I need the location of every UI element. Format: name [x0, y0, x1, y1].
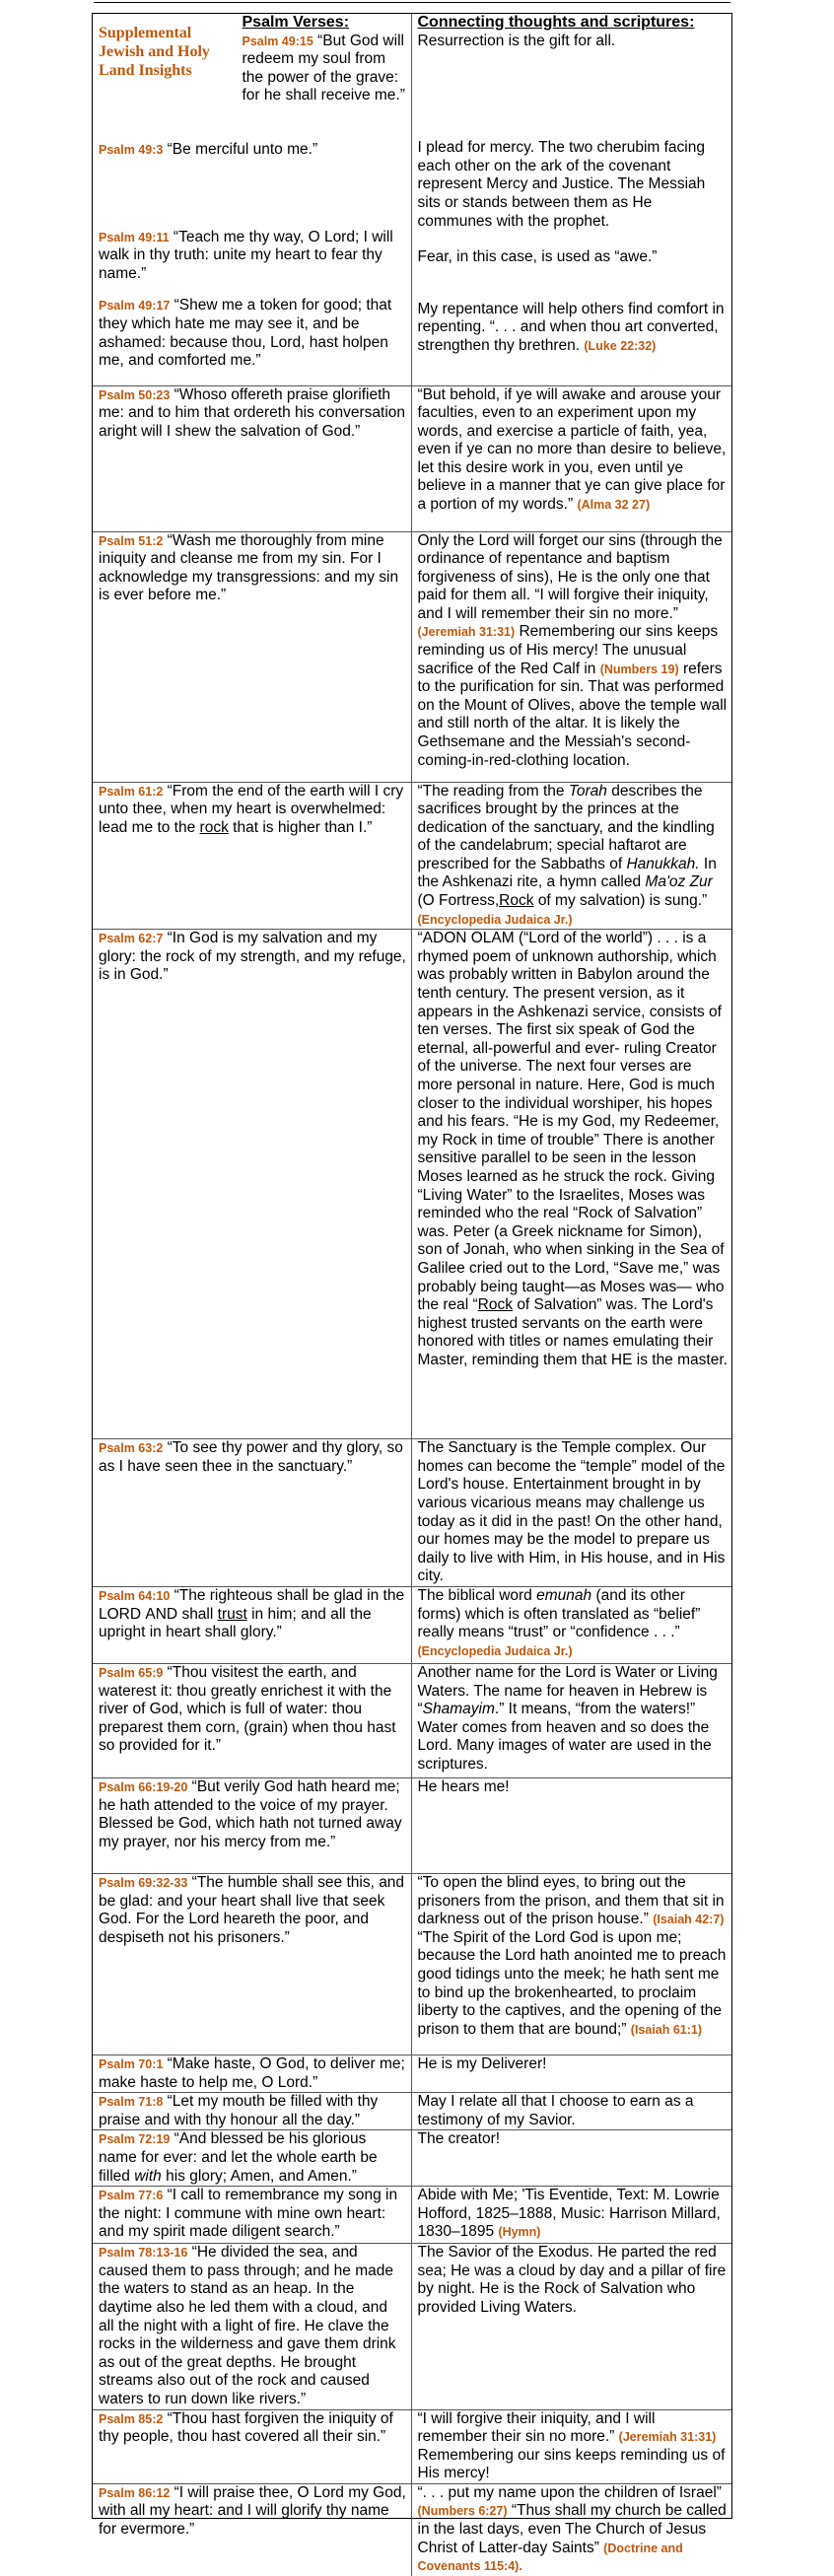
top-rule [94, 2, 730, 3]
table-row [93, 1778, 731, 1874]
source-citation: (Numbers 6:27) [417, 2504, 508, 2519]
verse-text: Psalm 49:3 “Be merciful unto me.” [99, 140, 318, 158]
scripture-ref: Psalm 72:19 [99, 2132, 171, 2147]
scripture-ref: Psalm 49:11 [99, 230, 170, 244]
verse-cell: Psalm 71:8 “Let my mouth be filled with thy praise and with thy honour all the day.” [93, 2093, 411, 2130]
scripture-ref: Psalm 63:2 [99, 1441, 164, 1456]
scripture-ref: Psalm 50:23 [99, 387, 171, 402]
table-row [93, 1439, 731, 1587]
scripture-ref: Psalm 77:6 [99, 2189, 164, 2203]
verses-heading: Psalm Verses: [242, 14, 350, 31]
thought-cell: “ADON OLAM (“Lord of the world”) . . . is a rhymed poem of unknown authorship, which was probably written in Babylon around the tenth century. The present version, as it appears in the Ashkenazi service, consists of ten verses. The first six speak of God the eternal, all-powerful and ever- ruling Creator of the universe. The next four verses are more personal in nature. Here, God is much closer to the individual worshiper, his hopes and his fears. “He is my God, my Redeemer, my Rock in time of trouble” There is another sensitive parallel to be seen in the lesson Moses learned as he struck the rock. Giving “Living Water” to the Israelites, Moses was reminded who the real “Rock of Salvation” was. Peter (a Greek nickname for Simon), son of Jonah, who when sinking in the Sea of Galilee cried out to the Lord, “Save me,” was probably being taught—as Moses was— who the real “Rock of Salvation” was. The Lord's highest trusted servants on the earth were honored with titles or names emulating their Master, reminding them that HE is the master. [411, 930, 731, 1439]
verse-cell: Psalm 63:2 “To see thy power and thy glory, so as I have seen thee in the sanctuary.” [93, 1439, 411, 1587]
psalm-insights-table [92, 13, 732, 2574]
source-citation: (Jeremiah 31:31) [618, 2430, 717, 2445]
table-row [93, 930, 731, 1439]
thought-cell: “But behold, if ye will awake and arouse your faculties, even to an experiment upon my words, and exercise a particle of faith, yea, even if ye can no more than desire to believe, let this desire work in you, even until ye believe in a manner that ye can give place for a portion of my words.” (Alma 32 27) [411, 385, 731, 531]
scripture-ref: Psalm 66:19-20 [99, 1780, 188, 1794]
verse-cell: Psalm 70:1 “Make haste, O God, to deliver me; make haste to help me, O Lord.” [93, 2055, 411, 2093]
table-row [93, 2093, 731, 2130]
scripture-ref: Psalm 85:2 [99, 2411, 164, 2426]
verse-cell: Psalm 69:32-33 “The humble shall see this, and be glad: and your heart shall live that seek God. For the Lord heareth the poor, and despiseth not his prisoners.” [93, 1874, 411, 2055]
table-row [93, 1664, 731, 1778]
verse-cell: Psalm 65:9 “Thou visitest the earth, and waterest it: thou greatly enrichest it with the river of God, which is full of water: thou preparest them corn, (grain) when thou hast so provided for it.” [93, 1664, 411, 1778]
source-citation: (Doctrine and Covenants 115:4). [417, 2541, 683, 2574]
thought-text: Resurrection is the gift for all. [417, 32, 616, 49]
verse-cell: Psalm 51:2 “Wash me thoroughly from mine iniquity and cleanse me from my sin. For I acknowledge my transgressions: and my sin is ever before me.” [93, 531, 411, 782]
table-row [93, 14, 731, 385]
scripture-ref: Psalm 69:32-33 [99, 1876, 188, 1890]
table-row [93, 2130, 731, 2187]
table-row [93, 2409, 731, 2483]
verse-cell: Psalm 86:12 “I will praise thee, O Lord my God, with all my heart: and I will glorify thy name for evermore.” [93, 2483, 411, 2575]
source-citation: (Isaiah 42:7) [653, 1913, 725, 1927]
thought-cell: The Savior of the Exodus. He parted the red sea; He was a cloud by day and a pillar of fire by night. He is the Rock of Salvation who provided Living Waters. [411, 2244, 731, 2409]
thought-cell: “The reading from the Torah describes the sacrifices brought by the princes at the dedication of the sanctuary, and the kindling of the candelabrum; special haftarot are prescribed for the Sabbaths of Hanukkah. In the Ashkenazi rite, a hymn called Ma'oz Zur (O Fortress,Rock of my salvation) is sung.” (Encyclopedia Judaica Jr.) [411, 782, 731, 930]
scripture-ref: Psalm 71:8 [99, 2095, 164, 2110]
thought-text: Fear, in this case, is used as “awe.” [417, 248, 658, 266]
verse-text: Psalm 49:15 “But God will redeem my soul from the power of the grave: for he shall receive me.” [242, 32, 405, 104]
thought-cell: The biblical word emunah (and its other forms) which is often translated as “belief” really means “trust” or “confidence . . .” (Encyclopedia Judaica Jr.) [411, 1587, 731, 1664]
verse-cell: Psalm 72:19 “And blessed be his glorious name for ever: and let the whole earth be filled with his glory; Amen, and Amen.” [93, 2130, 411, 2187]
thought-cell: May I relate all that I choose to earn as a testimony of my Savior. [411, 2093, 731, 2130]
thought-cell: “To open the blind eyes, to bring out the prisoners from the prison, and them that sit in darkness out of the prison house.” (Isaiah 42:7) “The Spirit of the Lord God is upon me; because the Lord hath anointed me to preach good tidings unto the meek; he hath sent me to bind up the brokenhearted, to proclaim liberty to the captives, and the opening of the prison to them that are bound;” (Isaiah 61:1) [411, 1874, 731, 2055]
table-row [93, 2483, 731, 2575]
verse-cell: Psalm 64:10 “The righteous shall be glad in the LORD AND shall trust in him; and all the upright in heart shall glory.” [93, 1587, 411, 1664]
thoughts-heading: Connecting thoughts and scriptures: [417, 14, 695, 31]
thought-cell: He is my Deliverer! [411, 2055, 731, 2093]
thought-cell: “. . . put my name upon the children of Israel” (Numbers 6:27) “Thus shall my church be called in the last days, even The Church of Jesus Christ of Latter-day Saints” (Doctrine and Covenants 115:4). [411, 2483, 731, 2575]
source-citation: (Encyclopedia Judaica Jr.) [417, 1643, 573, 1658]
table-row [93, 2055, 731, 2093]
scripture-ref: Psalm 49:15 [242, 34, 313, 48]
thought-cell: He hears me! [411, 1778, 731, 1874]
thought-text: I plead for mercy. The two cherubim facing each other on the ark of the covenant represent Mercy and Justice. The Messiah sits or stands between them as He communes with the prophet. [417, 139, 706, 230]
verse-cell: Psalm 61:2 “From the end of the earth will I cry unto thee, when my heart is overwhelmed: lead me to the rock that is higher than I.” [93, 782, 411, 930]
thought-text: My repentance will help others find comfort in repenting. “. . . and when thou art converted, strengthen thy brethren. (Luke 22:32) [417, 300, 725, 354]
table-row [93, 1587, 731, 1664]
table-row [93, 1874, 731, 2055]
scripture-ref: Psalm 70:1 [99, 2057, 164, 2071]
table-row [93, 2244, 731, 2409]
verse-cell: Psalm 78:13-16 “He divided the sea, and caused them to pass through; and he made the waters to stand as an heap. In the daytime also he led them with a cloud, and all the night with a light of fire. He clave the rocks in the wilderness and gave them drink as out of the great depths. He brought streams also out of the rock and caused waters to run down like rivers.” [93, 2244, 411, 2409]
table-row [93, 2187, 731, 2244]
source-citation: (Encyclopedia Judaica Jr.) [417, 912, 573, 927]
verse-cell: Psalm 77:6 “I call to remembrance my song in the night: I commune with mine own heart: and my spirit made diligent search.” [93, 2187, 411, 2244]
verse-cell: Psalm 85:2 “Thou hast forgiven the iniquity of thy people, thou hast covered all their sin.” [93, 2409, 411, 2483]
verse-cell: Psalm 50:23 “Whoso offereth praise glorifieth me: and to him that ordereth his conversation aright will I shew the salvation of God.” [93, 385, 411, 531]
source-citation: (Luke 22:32) [584, 338, 657, 353]
table-row [93, 782, 731, 930]
scripture-ref: Psalm 64:10 [99, 1589, 171, 1603]
thought-cell: Another name for the Lord is Water or Living Waters. The name for heaven in Hebrew is “Shamayim.” It means, “from the waters!” Water comes from heaven and so does the Lord. Many images of water are used in the scriptures. [411, 1664, 731, 1778]
thought-cell: “I will forgive their iniquity, and I will remember their sin no more.” (Jeremiah 31:31) Remembering our sins keeps reminding us of His mercy! [411, 2409, 731, 2483]
table-row [93, 385, 731, 531]
table-row [93, 531, 731, 782]
scripture-ref: Psalm 65:9 [99, 1666, 164, 1680]
source-citation: (Jeremiah 31:31) [417, 625, 516, 640]
supplemental-title: Supplemental Jewish and Holy Land Insights [99, 25, 210, 79]
thought-cell [411, 14, 731, 385]
thought-cell: The creator! [411, 2130, 731, 2187]
thought-cell: Only the Lord will forget our sins (through the ordinance of repentance and baptism forgiveness of sins), He is the only one that paid for them all. “I will forgive their iniquity, and I will remember their sin no more.” (Jeremiah 31:31) Remembering our sins keeps reminding us of His mercy! The unusual sacrifice of the Red Calf in (Numbers 19) refers to the purification for sin. That was performed on the Mount of Olives, above the temple wall and still north of the altar. It is likely the Gethsemane and the Messiah's second-coming-in-red-clothing location. [411, 531, 731, 782]
thought-cell: The Sanctuary is the Temple complex. Our homes can become the “temple” model of the Lord's house. Entertainment brought in by various vicarious means may challenge us today as it did in the past! On the other hand, our homes may be the model to prepare us daily to live with Him, in His house, and in His city. [411, 1439, 731, 1587]
scripture-ref: Psalm 49:17 [99, 299, 171, 313]
verse-text: Psalm 49:17 “Shew me a token for good; that they which hate me may see it, and be ashamed: because thou, Lord, hast holpen me, and comforted me.” [99, 297, 392, 370]
verse-cell: Psalm 62:7 “In God is my salvation and my glory: the rock of my strength, and my refuge, is in God.” [93, 930, 411, 1439]
source-citation: (Isaiah 61:1) [630, 2022, 703, 2037]
thought-cell: Abide with Me; 'Tis Eventide, Text: M. Lowrie Hofford, 1825–1888, Music: Harrison Millard, 1830–1895 (Hymn) [411, 2187, 731, 2244]
source-citation: (Alma 32 27) [577, 498, 651, 513]
scripture-ref: Psalm 51:2 [99, 533, 164, 548]
verse-cell: Psalm 66:19-20 “But verily God hath heard me; he hath attended to the voice of my prayer. Blessed be God, which hath not turned away my prayer, nor his mercy from me.” [93, 1778, 411, 1874]
scripture-ref: Psalm 49:3 [99, 142, 164, 157]
scripture-ref: Psalm 86:12 [99, 2485, 171, 2500]
source-citation: (Numbers 19) [599, 661, 679, 676]
source-citation: (Hymn) [498, 2225, 541, 2240]
scripture-ref: Psalm 62:7 [99, 932, 164, 946]
verse-text: Psalm 49:11 “Teach me thy way, O Lord; I will walk in thy truth: unite my heart to fear thy name.” [99, 228, 393, 282]
scripture-ref: Psalm 78:13-16 [99, 2246, 188, 2261]
verse-cell [93, 14, 411, 385]
scripture-ref: Psalm 61:2 [99, 784, 164, 799]
